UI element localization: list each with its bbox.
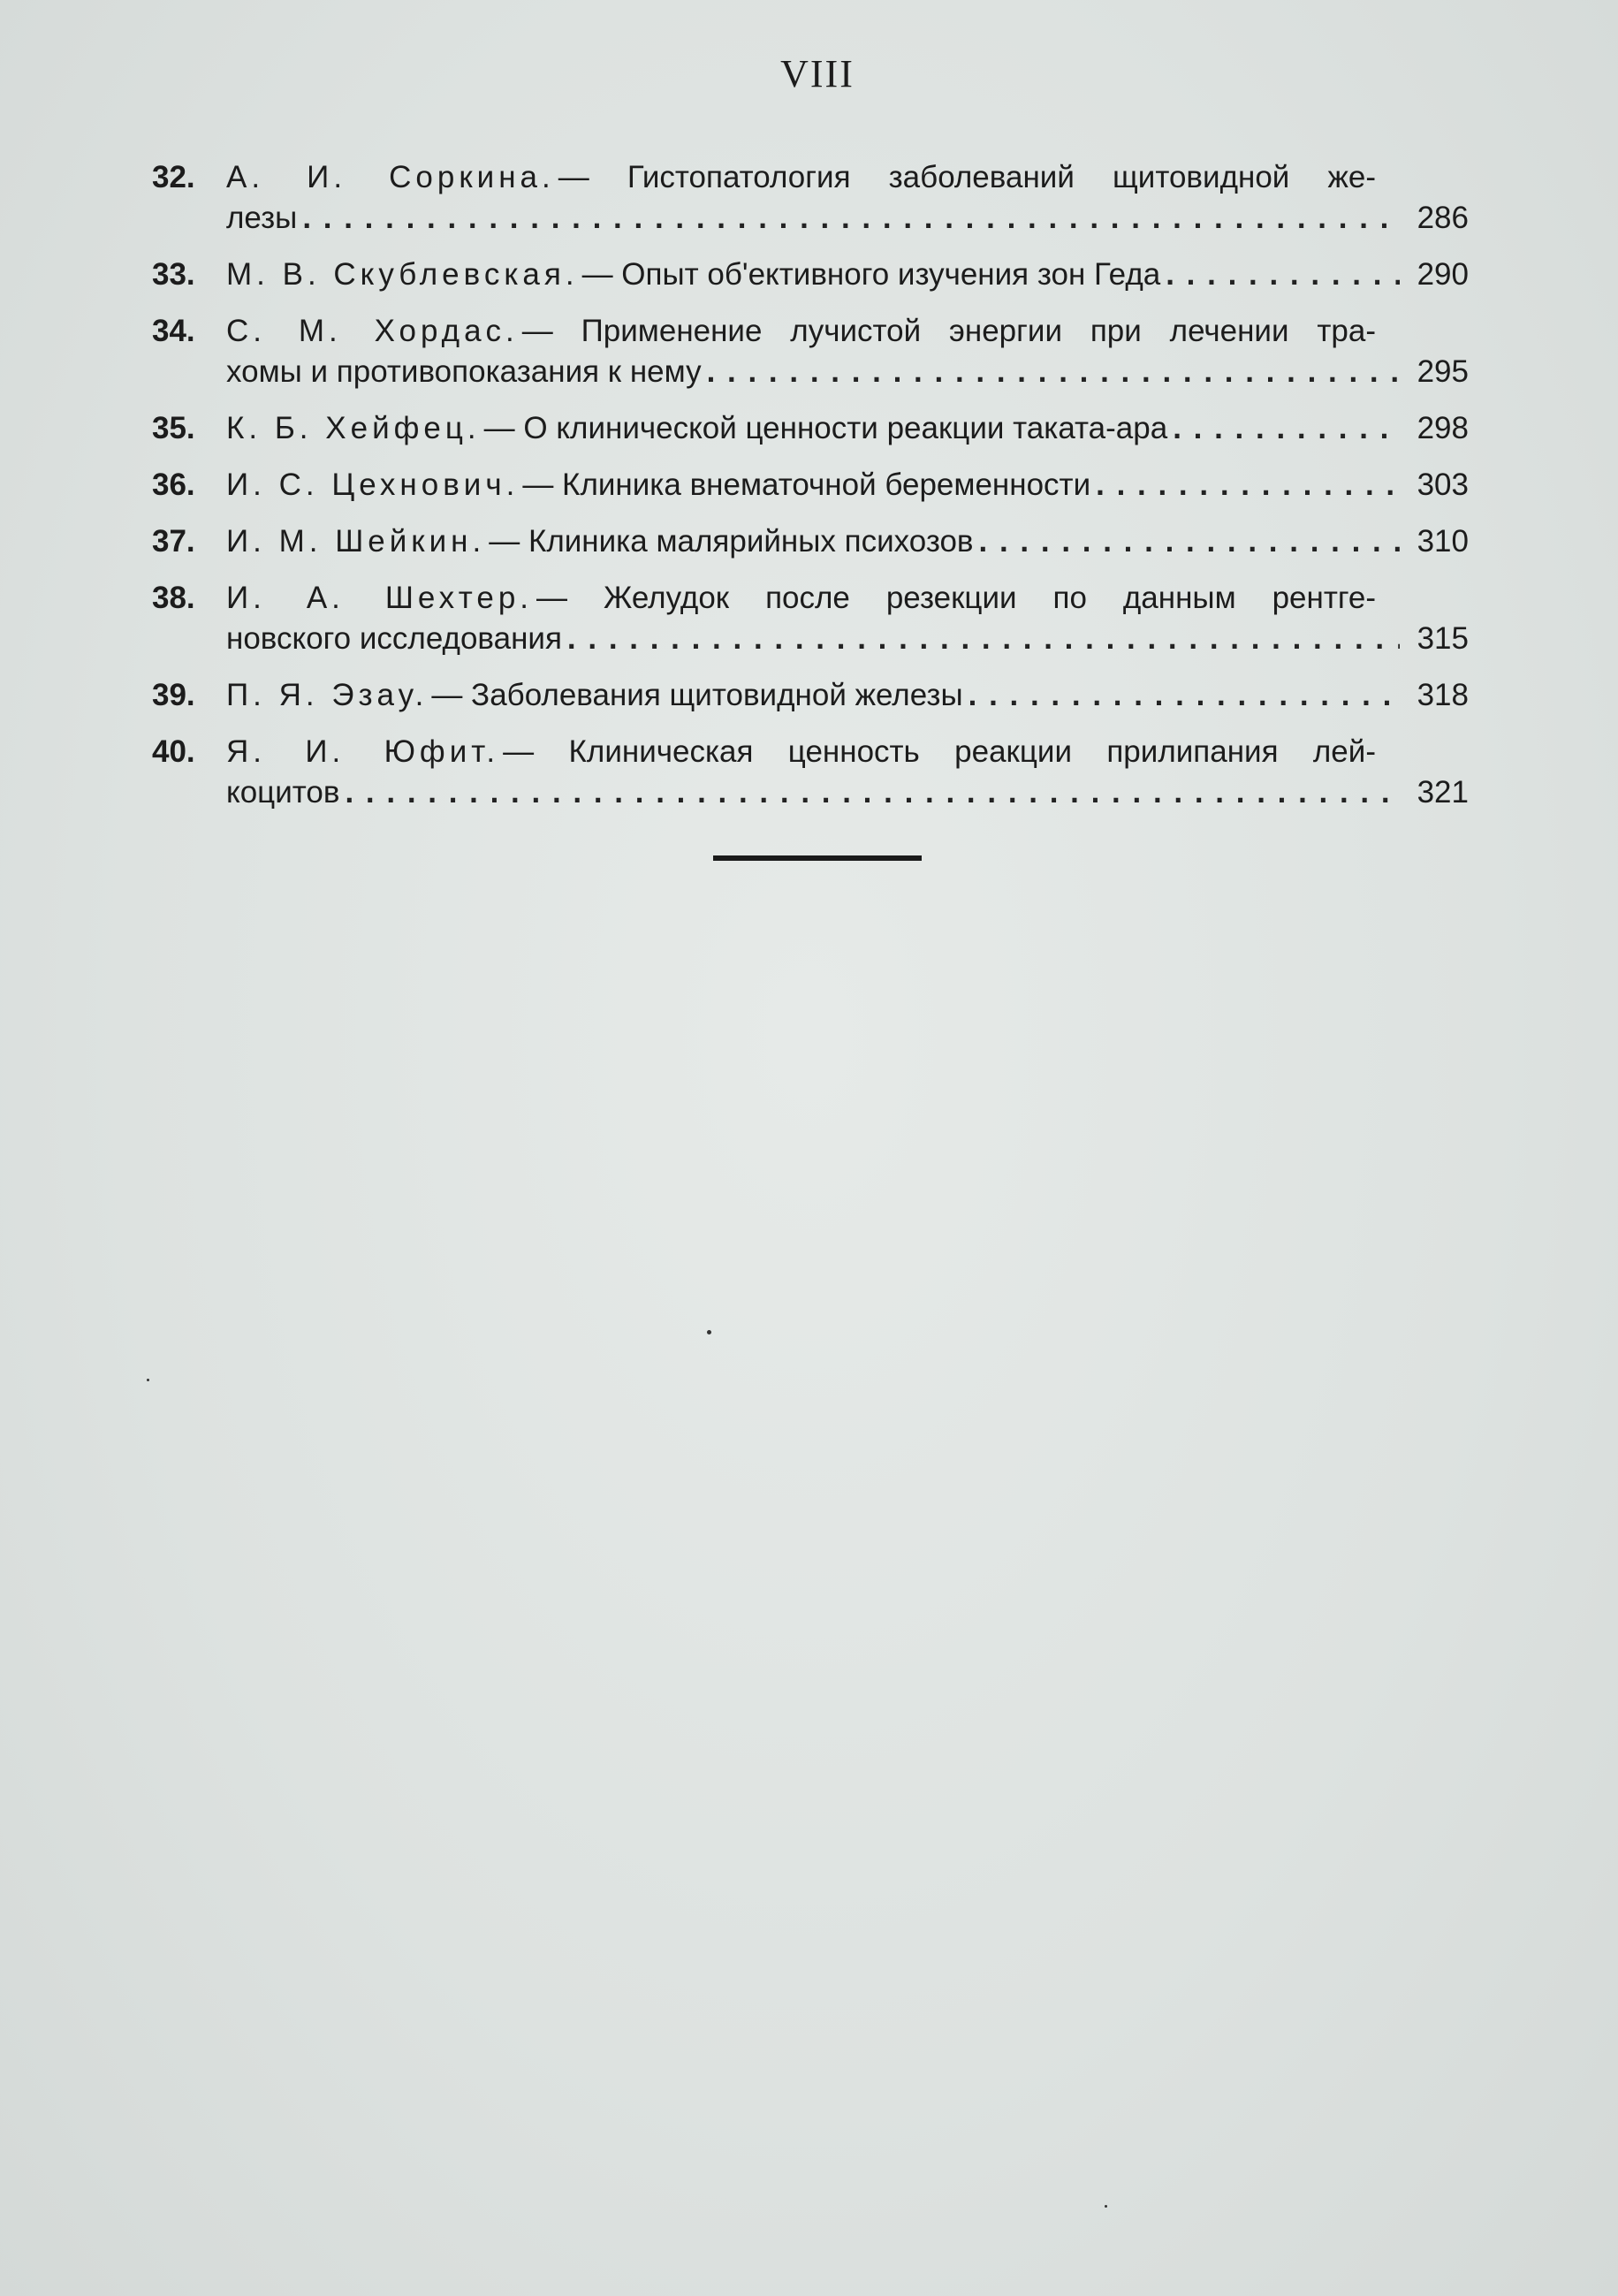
entry-title: — Клиника малярийных психозов — [489, 524, 974, 559]
dot-leader — [1173, 408, 1400, 449]
toc-entry-39 — [152, 675, 1469, 716]
entry-author: Я. И. Юфит. — [226, 734, 500, 769]
entry-number: 33. — [152, 257, 195, 292]
entry-title: — Клиническая ценность реакции прилипания лей- — [503, 734, 1376, 769]
entry-title-continued: лезы — [226, 201, 298, 235]
toc-entry-38 — [152, 578, 1469, 659]
dot-leader — [345, 772, 1400, 813]
entry-author: К. Б. Хейфец. — [226, 411, 481, 445]
entry-page: 315 — [1417, 621, 1469, 656]
entry-page: 298 — [1417, 411, 1469, 445]
entry-page: 290 — [1417, 257, 1469, 292]
entry-author: И. С. Цехнович. — [226, 468, 520, 502]
table-of-contents — [152, 157, 1469, 829]
entry-title: — Гистопатология заболеваний щитовидной же- — [558, 160, 1376, 194]
entry-title-continued: новского исследования — [226, 621, 562, 656]
entry-title-continued: коцитов — [226, 775, 340, 810]
entry-author: С. М. Хордас. — [226, 314, 519, 348]
toc-entry-34 — [152, 311, 1469, 392]
entry-author: И. М. Шейкин. — [226, 524, 486, 559]
entry-author: М. В. Скублевская. — [226, 257, 579, 292]
entry-number: 40. — [152, 734, 195, 769]
dot-leader — [1096, 465, 1400, 506]
entry-title-continued: хомы и противопоказания к нему — [226, 354, 702, 389]
dot-leader — [707, 352, 1400, 392]
entry-number: 35. — [152, 411, 195, 445]
dot-leader — [567, 619, 1400, 659]
dot-leader — [979, 521, 1400, 562]
toc-entry-33 — [152, 255, 1469, 295]
entry-title: — Желудок после резекции по данным рентге- — [536, 581, 1376, 615]
scan-speck — [707, 1330, 711, 1334]
dot-leader — [302, 198, 1400, 239]
entry-page: 321 — [1417, 775, 1469, 810]
entry-page: 295 — [1417, 354, 1469, 389]
toc-entry-36 — [152, 465, 1469, 506]
entry-number: 39. — [152, 678, 195, 712]
scan-speck — [147, 1379, 149, 1381]
dot-leader — [969, 675, 1400, 716]
toc-entry-32 — [152, 157, 1469, 239]
scan-speck — [1105, 2205, 1107, 2208]
entry-page: 318 — [1417, 678, 1469, 712]
entry-page: 310 — [1417, 524, 1469, 559]
toc-entry-35 — [152, 408, 1469, 449]
dot-leader — [1166, 255, 1400, 295]
entry-title: — Заболевания щитовидной железы — [431, 678, 963, 712]
entry-author: И. А. Шехтер. — [226, 581, 534, 615]
entry-title: — О клинической ценности реакции таката-ара — [483, 411, 1168, 445]
entry-author: П. Я. Эзау. — [226, 678, 429, 712]
toc-entry-37 — [152, 521, 1469, 562]
entry-page: 303 — [1417, 468, 1469, 502]
entry-number: 34. — [152, 314, 195, 348]
entry-title: — Применение лучистой энергии при лечении тра- — [521, 314, 1376, 348]
entry-title: — Опыт об'ективного изучения зон Геда — [581, 257, 1161, 292]
toc-entry-40 — [152, 732, 1469, 813]
entry-number: 37. — [152, 524, 195, 559]
section-end-rule — [713, 855, 922, 861]
entry-author: А. И. Соркина. — [226, 160, 555, 194]
page-number: VIII — [780, 52, 855, 95]
entry-number: 32. — [152, 160, 195, 194]
entry-page: 286 — [1417, 201, 1469, 235]
entry-title: — Клиника внематочной беременности — [522, 468, 1091, 502]
entry-number: 38. — [152, 581, 195, 615]
entry-number: 36. — [152, 468, 195, 502]
